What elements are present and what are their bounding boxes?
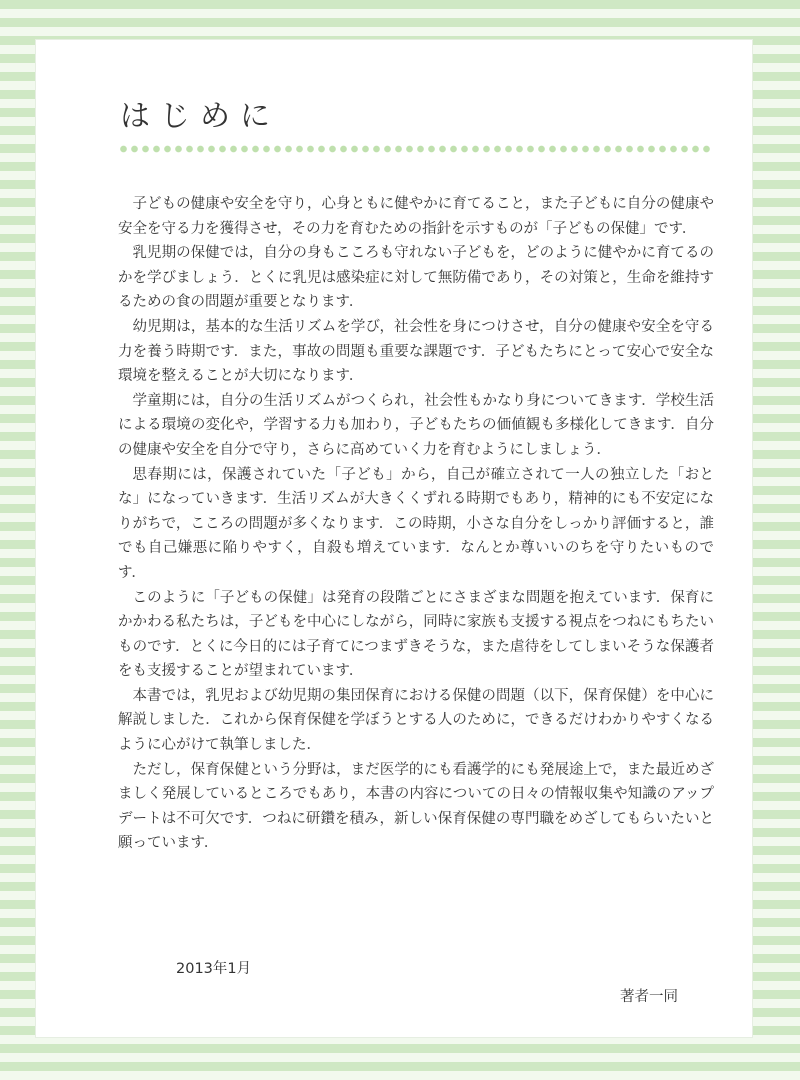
paragraph: 乳児期の保健では，自分の身もこころも守れない子どもを，どのように健やかに育てるのかを学びましょう．とくに乳児は感染症に対して無防備であり，その対策と，生命を維持するための食の問題が重要となります． [118,245,714,311]
paragraph: 子どもの健康や安全を守り，心身ともに健やかに育てること，また子どもに自分の健康や安全を守る力を獲得させ，その力を育むための指針を示すものが「子どもの保健」です． [118,196,714,237]
preface-body [118,192,714,856]
paragraph: 思春期には，保護されていた「子ども」から，自己が確立されて一人の独立した「おとな」になっていきます．生活リズムが大きくくずれる時期でもあり，精神的にも不安定になりがちで，こころの問題が多くなります．この時期，小さな自分をしっかり評価すると，誰でも自己嫌悪に陥りやすく，自殺も増えています．なんとか尊いいのちを守りたいものです． [118,466,714,581]
page-title: はじめに [120,99,280,134]
date-line: 2013年1月 [176,961,252,977]
author-signature: 著者一同 [620,989,678,1005]
paragraph: ただし，保育保健という分野は，まだ医学的にも看護学的にも発展途上で，また最近めざましく発展しているところでもあり，本書の内容についての日々の情報収集や知識のアップデートは不可欠です．つねに研鑽を積み，新しい保育保健の専門職をめざしてもらいたいと願っています． [118,761,714,852]
paragraph: 本書では，乳児および幼児期の集団保育における保健の問題（以下，保育保健）を中心に解説しました．これから保育保健を学ぼうとする人のために，できるだけわかりやすくなるように心がけて執筆しました． [118,687,714,754]
dotted-divider [118,144,712,154]
paragraph: 幼児期は，基本的な生活リズムを学び，社会性を身につけさせ，自分の健康や安全を守る力を養う時期です．また，事故の問題も重要な課題です．子どもたちにとって安心で安全な環境を整えることが大切になります． [118,318,714,385]
document-page [36,40,752,1037]
paragraph: このように「子どもの保健」は発育の段階ごとにさまざまな問題を抱えています．保育にかかわる私たちは，子どもを中心にしながら，同時に家族も支援する視点をつねにもちたいものです．とくに今日的には子育てにつまずきそうな，また虐待をしてしまいそうな保護者をも支援することが望まれています． [118,589,714,680]
paragraph: 学童期には，自分の生活リズムがつくられ，社会性もかなり身についてきます．学校生活による環境の変化や，学習する力も加わり，子どもたちの価値観も多様化してきます．自分の健康や安全を自分で守り，さらに高めていく力を育むようにしましょう． [118,392,714,458]
